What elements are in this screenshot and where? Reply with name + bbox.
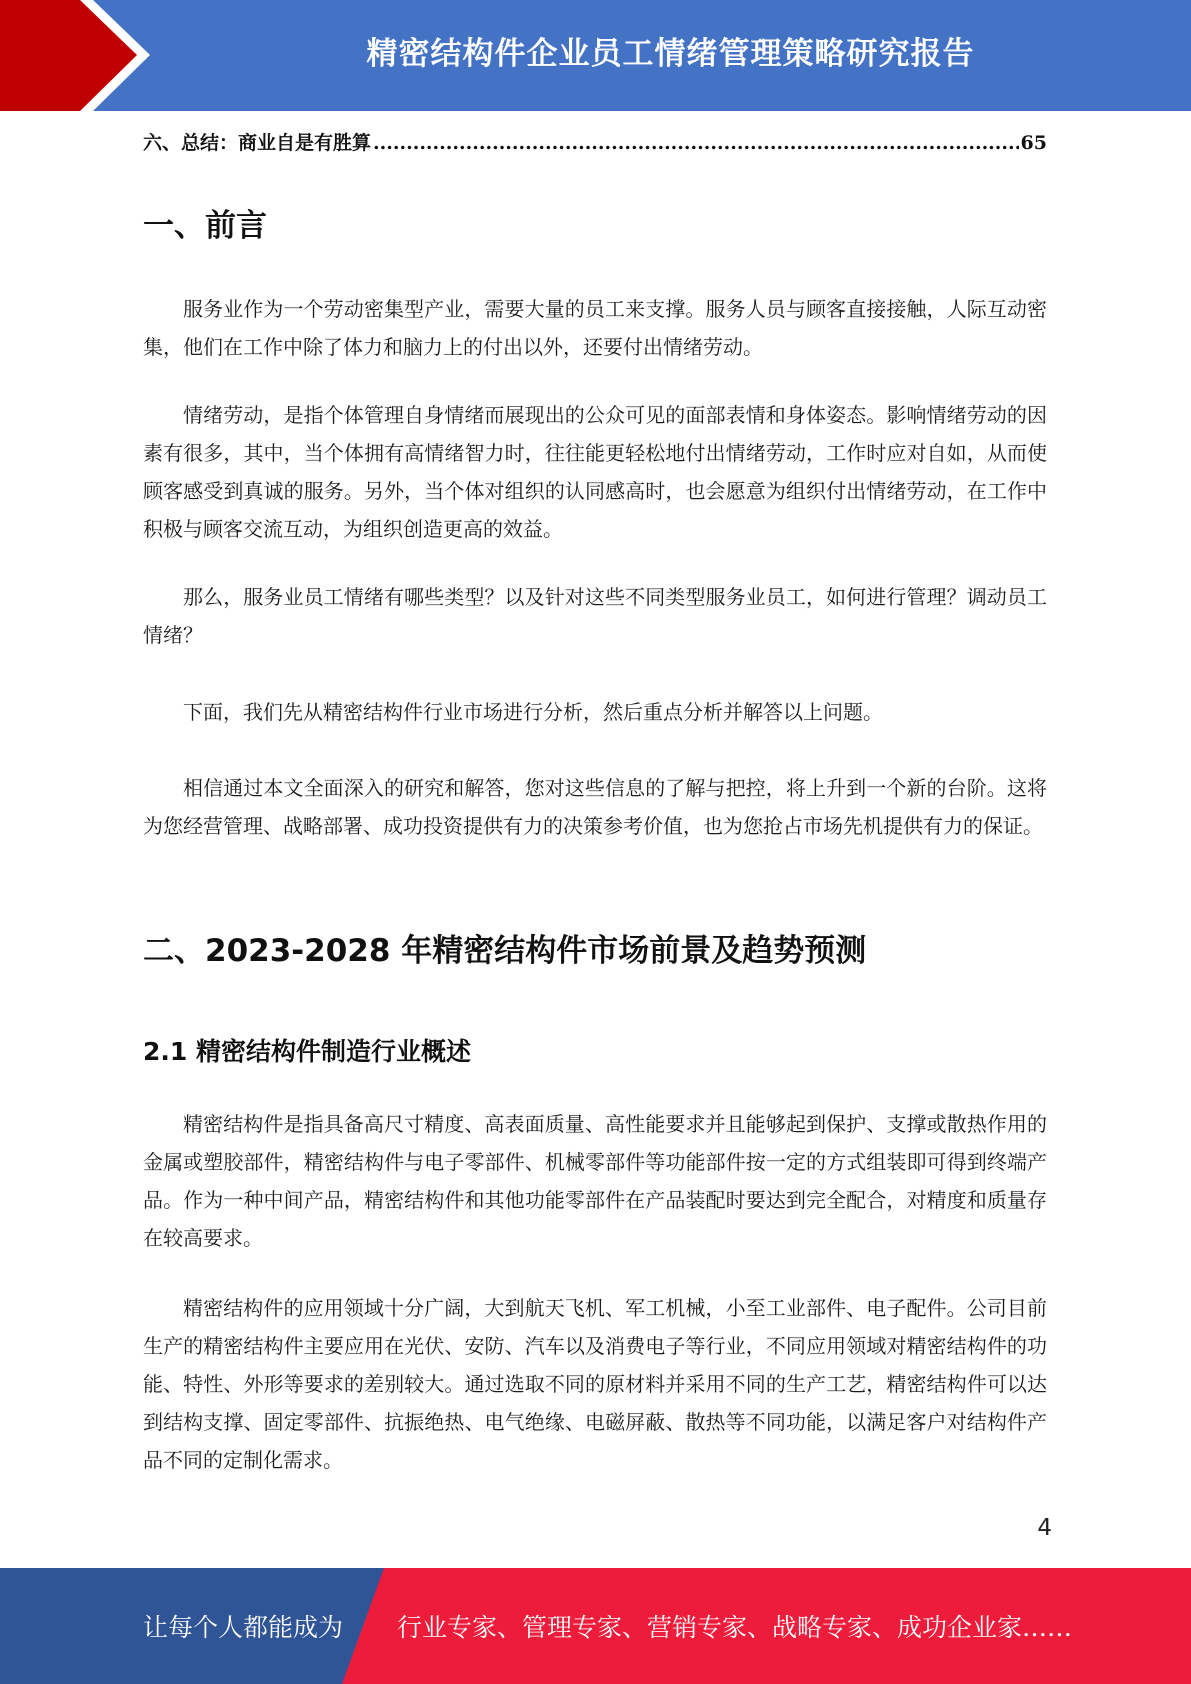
paragraph: 相信通过本文全面深入的研究和解答，您对这些信息的了解与把控，将上升到一个新的台阶。这将为您经营管理、战略部署、成功投资提供有力的决策参考价值，也为您抢占市场先机提供有力的保证。 (143, 776, 1047, 838)
footer-banner (0, 1568, 1191, 1684)
subsection-heading-overview: 2.1 精密结构件制造行业概述 (143, 1037, 471, 1066)
header-banner (0, 0, 1191, 111)
paragraph: 情绪劳动，是指个体管理自身情绪而展现出的公众可见的面部表情和身体姿态。影响情绪劳动的因素有很多，其中，当个体拥有高情绪智力时，往往能更轻松地付出情绪劳动，工作时应对自如，从而使顾客感受到真诚的服务。另外，当个体对组织的认同感高时，也会愿意为组织付出情绪劳动，在工作中积极与顾客交流互动，为组织创造更高的效益。 (143, 403, 1047, 541)
footer-slogan-right: 行业专家、管理专家、营销专家、战略专家、成功企业家…… (397, 1613, 1073, 1642)
toc-leader-dots (373, 132, 1019, 154)
toc-entry-page: 65 (1020, 132, 1047, 154)
toc-entry-label: 六、总结：商业自是有胜算 (143, 132, 372, 154)
section-heading-market-forecast: 二、2023-2028 年精密结构件市场前景及趋势预测 (143, 933, 867, 969)
toc-entry[interactable] (143, 128, 1047, 160)
paragraph: 精密结构件是指具备高尺寸精度、高表面质量、高性能要求并且能够起到保护、支撑或散热作用的金属或塑胶部件，精密结构件与电子零部件、机械零部件等功能部件按一定的方式组装即可得到终端产品。作为一种中间产品，精密结构件和其他功能零部件在产品装配时要达到完全配合，对精度和质量存在较高要求。 (143, 1112, 1047, 1250)
page-number: 4 (1037, 1515, 1052, 1541)
paragraph: 精密结构件的应用领域十分广阔，大到航天飞机、军工机械，小至工业部件、电子配件。公司目前生产的精密结构件主要应用在光伏、安防、汽车以及消费电子等行业，不同应用领域对精密结构件的功能、特性、外形等要求的差别较大。通过选取不同的原材料并采用不同的生产工艺，精密结构件可以达到结构支撑、固定零部件、抗振绝热、电气绝缘、电磁屏蔽、散热等不同功能，以满足客户对结构件产品不同的定制化需求。 (143, 1296, 1047, 1472)
paragraph: 服务业作为一个劳动密集型产业，需要大量的员工来支撑。服务人员与顾客直接接触，人际互动密集，他们在工作中除了体力和脑力上的付出以外，还要付出情绪劳动。 (143, 297, 1047, 359)
paragraph: 那么，服务业员工情绪有哪些类型？以及针对这些不同类型服务业员工，如何进行管理？调动员工情绪？ (143, 585, 1047, 647)
header-title: 精密结构件企业员工情绪管理策略研究报告 (366, 35, 975, 72)
section-heading-preface: 一、前言 (143, 208, 267, 244)
footer-slogan-left: 让每个人都能成为 (143, 1613, 344, 1642)
paragraph: 下面，我们先从精密结构件行业市场进行分析，然后重点分析并解答以上问题。 (183, 700, 883, 724)
